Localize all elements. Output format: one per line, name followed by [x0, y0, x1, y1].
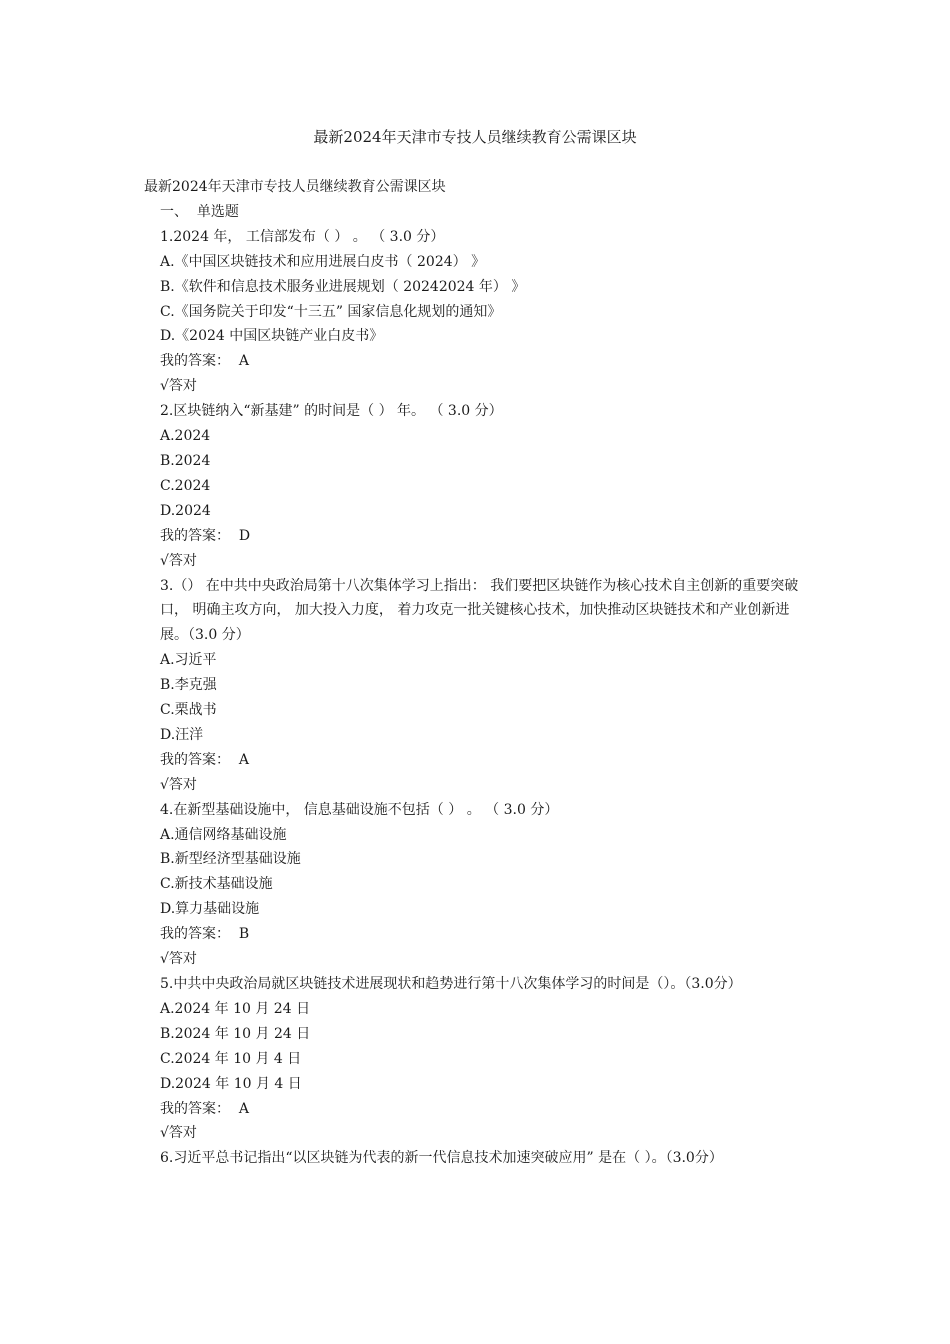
question-block — [144, 972, 814, 1146]
option-b: B.李克强 — [160, 677, 217, 694]
document-body — [144, 175, 814, 1171]
option-c: C.新技术基础设施 — [160, 876, 273, 893]
my-answer: 我的答案： D — [160, 527, 251, 544]
my-answer: 我的答案： A — [160, 353, 250, 370]
option-d: D.算力基础设施 — [160, 901, 260, 918]
option-d: D.《2024 中国区块链产业白皮书》 — [160, 328, 384, 345]
option-d: D.2024 年 10 月 4 日 — [160, 1075, 302, 1092]
question-text: 1.2024 年， 工信部发布（ ） 。 （ 3.0 分） — [160, 228, 445, 245]
answer-result: √答对 — [160, 1125, 197, 1142]
option-b: B.新型经济型基础设施 — [160, 851, 301, 868]
section-heading: 一、 单选题 — [160, 203, 239, 220]
document-title: 最新2024年天津市专技人员继续教育公需课区块 — [313, 128, 637, 146]
question-block — [144, 798, 814, 972]
option-d: D.2024 — [160, 502, 211, 519]
option-b: B.2024 — [160, 452, 211, 469]
option-a: A.通信网络基础设施 — [160, 826, 287, 843]
document-heading: 最新2024年天津市专技人员继续教育公需课区块 — [144, 179, 446, 195]
option-c: C.2024 年 10 月 4 日 — [160, 1050, 302, 1067]
question-text: 5.中共中央政治局就区块链技术进展现状和趋势进行第十八次集体学习的时间是（）。（3.0分） — [160, 976, 742, 992]
question-block — [144, 574, 814, 798]
question-text: 3.（） 在中共中央政治局第十八次集体学习上指出： 我们要把区块链作为核心技术自主创新的重要突破口， 明确主攻方向， 加大投入力度， 着力攻克一批关键核心技术，加快推动区块链技术和产业创新进展。（3.0 分） — [160, 577, 799, 644]
option-a: A.2024 年 10 月 24 日 — [160, 1000, 311, 1017]
question-text: 2.区块链纳入“新基建” 的时间是（ ） 年。 （ 3.0 分） — [160, 403, 503, 420]
question-block — [144, 399, 814, 573]
option-c: C.《国务院关于印发“十三五” 国家信息化规划的通知》 — [160, 303, 502, 320]
question-text: 6.习近平总书记指出“以区块链为代表的新一代信息技术加速突破应用” 是在（ ）。（3.0分） — [160, 1150, 723, 1167]
option-b: B.《软件和信息技术服务业进展规划（ 20242024 年） 》 — [160, 278, 526, 295]
my-answer: 我的答案： B — [160, 926, 250, 943]
option-b: B.2024 年 10 月 24 日 — [160, 1025, 311, 1042]
answer-result: √答对 — [160, 378, 197, 395]
question-text: 4.在新型基础设施中， 信息基础设施不包括（ ） 。 （ 3.0 分） — [160, 801, 559, 818]
my-answer: 我的答案： A — [160, 751, 250, 768]
option-d: D.汪洋 — [160, 726, 204, 743]
question-block — [144, 1146, 814, 1171]
option-a: A.习近平 — [160, 652, 217, 669]
answer-result: √答对 — [160, 776, 197, 793]
my-answer: 我的答案： A — [160, 1100, 250, 1117]
option-c: C.栗战书 — [160, 702, 217, 719]
option-a: A.《中国区块链技术和应用进展白皮书（ 2024） 》 — [160, 253, 486, 270]
answer-result: √答对 — [160, 951, 197, 968]
option-c: C.2024 — [160, 477, 211, 494]
question-block — [144, 225, 814, 399]
option-a: A.2024 — [160, 428, 211, 445]
answer-result: √答对 — [160, 552, 197, 569]
